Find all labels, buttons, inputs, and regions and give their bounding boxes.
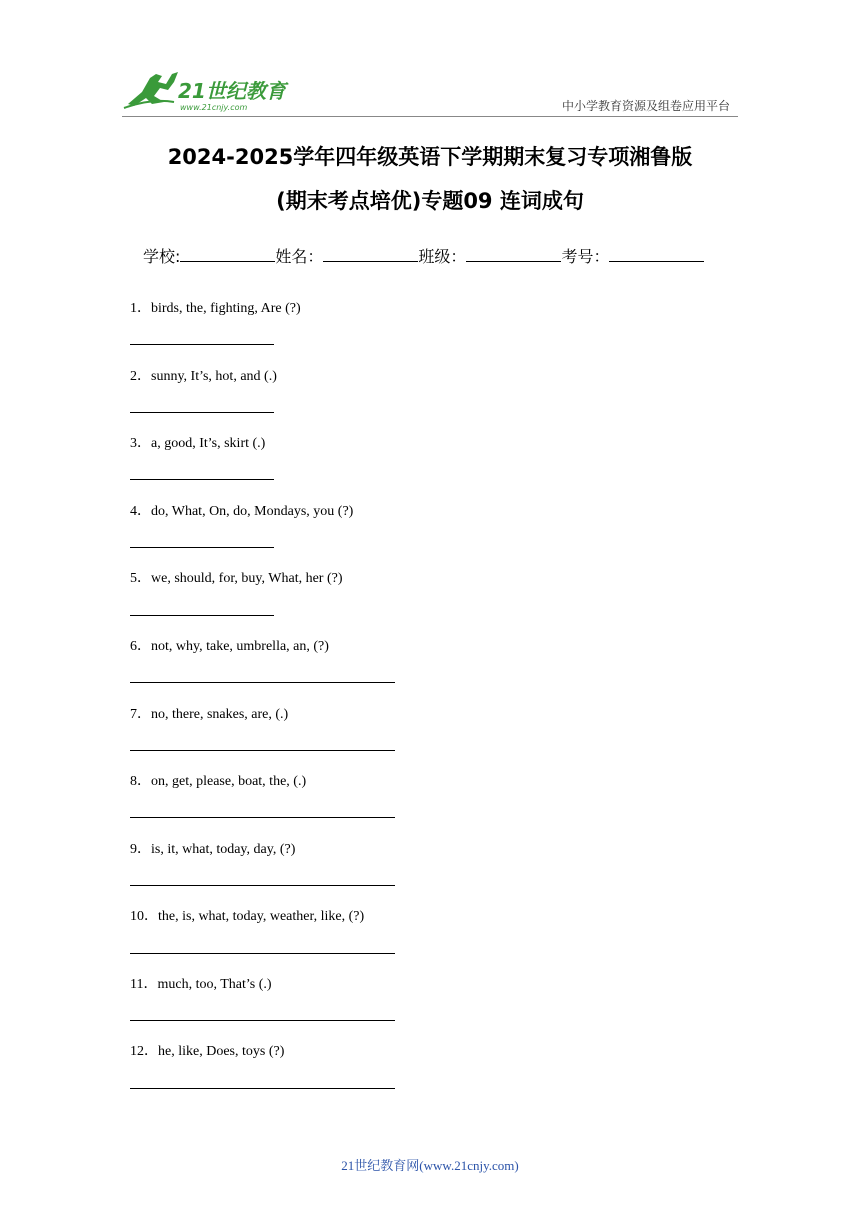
- logo-url: www.21cnjy.com: [180, 103, 248, 112]
- question-6: 6．not, why, take, umbrella, an, (?): [130, 639, 329, 654]
- header-divider: [122, 116, 738, 117]
- question-1: 1．birds, the, fighting, Are (?): [130, 301, 301, 316]
- answer-line-4[interactable]: [130, 547, 274, 548]
- question-11: 11．much, too, That’s (.): [130, 977, 272, 992]
- name-label: 姓名：: [275, 247, 324, 266]
- answer-line-3[interactable]: [130, 479, 274, 480]
- question-12: 12．he, like, Does, toys (?): [130, 1044, 285, 1059]
- answer-line-9[interactable]: [130, 885, 395, 886]
- name-blank[interactable]: [323, 247, 418, 262]
- question-7: 7．no, there, snakes, are, (.): [130, 707, 289, 722]
- question-8: 8．on, get, please, boat, the, (.): [130, 774, 307, 789]
- school-blank[interactable]: [180, 247, 275, 262]
- footer-link[interactable]: 21世纪教育网(www.21cnjy.com): [341, 1158, 519, 1173]
- platform-name: 中小学教育资源及组卷应用平台: [561, 99, 730, 113]
- question-10: 10．the, is, what, today, weather, like, (?): [130, 909, 365, 924]
- page-subtitle: (期末考点培优)专题09 连词成句: [276, 189, 584, 213]
- answer-line-11[interactable]: [130, 1020, 395, 1021]
- answer-line-8[interactable]: [130, 817, 395, 818]
- student-info-row: [143, 244, 704, 267]
- question-9: 9．is, it, what, today, day, (?): [130, 842, 296, 857]
- class-blank[interactable]: [466, 247, 561, 262]
- question-4: 4．do, What, On, do, Mondays, you (?): [130, 504, 354, 519]
- answer-line-1[interactable]: [130, 344, 274, 345]
- answer-line-6[interactable]: [130, 682, 395, 683]
- page-title: 2024-2025学年四年级英语下学期期末复习专项湘鲁版: [167, 145, 693, 169]
- question-5: 5．we, should, for, buy, What, her (?): [130, 571, 343, 586]
- school-label: 学校:: [143, 247, 181, 266]
- answer-line-7[interactable]: [130, 750, 395, 751]
- site-logo: [122, 68, 292, 114]
- number-label: 考号：: [561, 247, 610, 266]
- question-2: 2．sunny, It’s, hot, and (.): [130, 369, 277, 384]
- answer-line-12[interactable]: [130, 1088, 395, 1089]
- number-blank[interactable]: [609, 247, 704, 262]
- answer-line-5[interactable]: [130, 615, 274, 616]
- answer-line-2[interactable]: [130, 412, 274, 413]
- answer-line-10[interactable]: [130, 953, 395, 954]
- question-3: 3．a, good, It’s, skirt (.): [130, 436, 266, 451]
- class-label: 班级：: [418, 247, 467, 266]
- logo-text: 21世纪教育: [178, 79, 286, 103]
